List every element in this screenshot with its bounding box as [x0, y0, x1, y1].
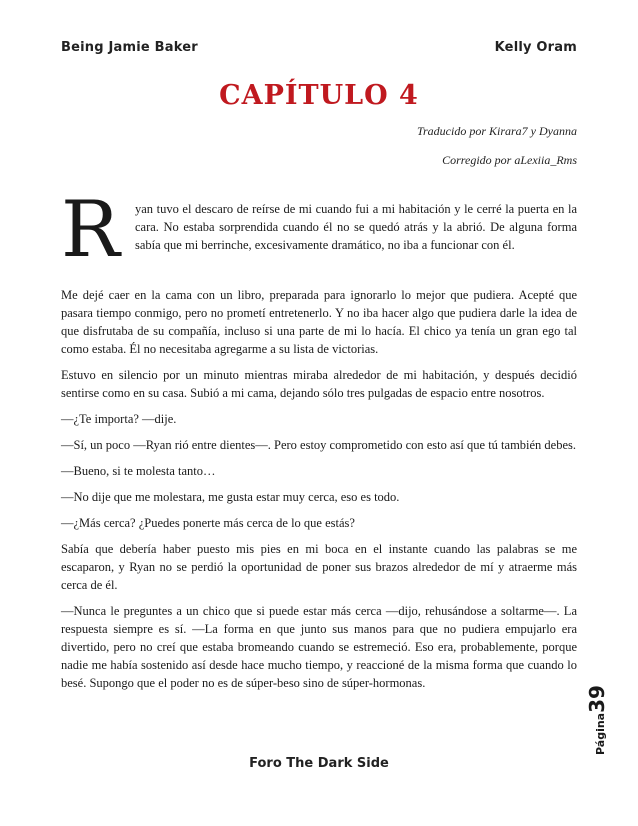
paragraph: Estuvo en silencio por un minuto mientras miraba alrededor de mi habitación, y después decidió sentirse como en su casa. Subió a mi cama, dejando sólo tres pulgadas de espacio entre nosotros.: [61, 368, 577, 400]
running-header: [61, 40, 577, 60]
paragraph: —¿Te importa? —dije.: [61, 412, 177, 426]
paragraph: —¿Más cerca? ¿Puedes ponerte más cerca de lo que estás?: [61, 516, 355, 530]
chapter-title: CAPÍTULO 4: [219, 80, 419, 111]
translator-credit: Traducido por Kirara7 y Dyanna: [416, 124, 577, 138]
page-label: Página: [594, 712, 607, 755]
paragraph: Me dejé caer en la cama con un libro, preparada para ignorarlo lo mejor que pudiera. Acepté que pasara tiempo conmigo, pero no prometí entretenerlo. Y no iba hacer algo que pudiera darle la idea de que disfrutaba de su compañía, incluso si una parte de mi lo hacía. El chico ya tenía un gran ego tal como estaba. Él no necesitaba agregarme a su lista de victorias.: [61, 288, 577, 356]
paragraph: —Bueno, si te molesta tanto…: [61, 464, 216, 478]
page-number: [585, 675, 607, 755]
opening-paragraph: [61, 185, 577, 275]
paragraph: —Sí, un poco —Ryan rió entre dientes—. Pero estoy comprometido con esto así que tú también debes.: [61, 438, 577, 452]
chapter-body: [61, 185, 577, 700]
paragraph: Sabía que debería haber puesto mis pies en mi boca en el instante cuando las palabras se me escaparon, y Ryan no se perdió la oportunidad de poner sus brazos alrededor de mí y atraerme más cerca de él.: [61, 542, 577, 592]
book-title: Being Jamie Baker: [61, 40, 198, 55]
drop-cap-letter: R: [61, 185, 120, 275]
page-number-value: 39: [585, 685, 609, 713]
paragraph: —No dije que me molestara, me gusta estar muy cerca, eso es todo.: [61, 490, 400, 504]
author-name: Kelly Oram: [494, 40, 577, 55]
corrector-credit: Corregido por aLexiia_Rms: [442, 153, 577, 167]
footer-forum-name: Foro The Dark Side: [249, 756, 389, 771]
opening-paragraph-text: yan tuvo el descaro de reírse de mi cuando fui a mi habitación y le cerré la puerta en la cara. No estaba sorprendida cuando él no se quedó atrás y la abrió. De alguna forma sabía que mi berrinche, excesivamente dramático, no iba a funcionar con él.: [135, 202, 577, 252]
paragraph: —Nunca le preguntes a un chico que si puede estar más cerca —dijo, rehusándose a soltarme—. La respuesta siempre es sí. —La forma en que junto sus manos para que no pudiera empujarlo era divertido, pero no creí que estaba bromeando cuando se estremeció. Eso era, probablemente, porque nadie me había sostenido así desde hace mucho tiempo, y reaccioné de la misma forma que cuando lo besé. Supongo que el poder no es de súper-beso sino de súper-hormonas.: [61, 604, 577, 690]
